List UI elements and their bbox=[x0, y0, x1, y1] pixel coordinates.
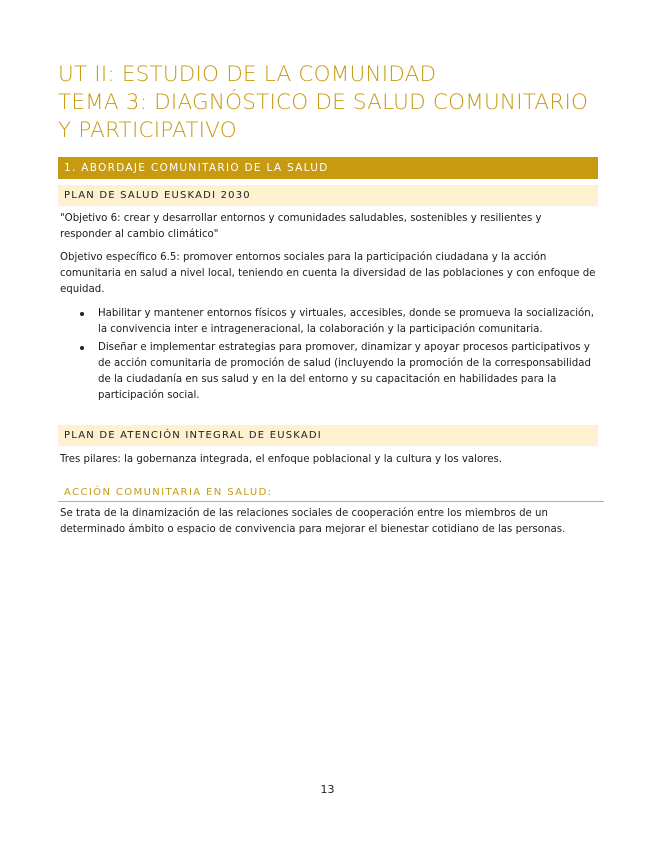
title-line-3: Y PARTICIPATIVO bbox=[58, 118, 237, 143]
accion-text: Se trata de la dinamización de las relaciones sociales de cooperación entre los miembros de un determinado ámbito o espacio de convivencia para mejorar el bienestar cotidiano de las personas. bbox=[60, 508, 566, 535]
bullet-icon bbox=[80, 346, 84, 350]
bullet-text: Habilitar y mantener entornos físicos y virtuales, accesibles, donde se promueva la socialización, la convivencia inter e intrageneracional, la colaboración y la participación comunitaria. bbox=[98, 308, 594, 335]
bullet-text: Diseñar e implementar estrategias para promover, dinamizar y apoyar procesos participativos y de acción comunitaria de promoción de salud (incluyendo la promoción de la corresponsabilidad de la ciudadanía en sus salud y en la del entorno y su capacitación en habilidades para la participación social. bbox=[98, 342, 591, 401]
plan-atencion-text: Tres pilares: la gobernanza integrada, el enfoque poblacional y la cultura y los valores. bbox=[60, 454, 503, 465]
plan-euskadi-heading: PLAN DE SALUD EUSKADI 2030 bbox=[58, 185, 598, 206]
section-heading: 1. ABORDAJE COMUNITARIO DE LA SALUD bbox=[58, 157, 598, 179]
objective-quote: "Objetivo 6: crear y desarrollar entornos y comunidades saludables, sostenibles y resilientes y responder al cambio climático" bbox=[60, 213, 542, 240]
bullet-list bbox=[60, 306, 596, 406]
plan-atencion-heading: PLAN DE ATENCIÓN INTEGRAL DE EUSKADI bbox=[58, 425, 598, 446]
title-line-2: TEMA 3: DIAGNÓSTICO DE SALUD COMUNITARIO bbox=[58, 90, 589, 115]
title-line-1: UT II: ESTUDIO DE LA COMUNIDAD bbox=[58, 62, 437, 87]
accion-heading: ACCIÓN COMUNITARIA EN SALUD: bbox=[58, 484, 604, 502]
bullet-icon bbox=[80, 312, 84, 316]
objective-specific: Objetivo específico 6.5: promover entornos sociales para la participación ciudadana y la acción comunitaria en salud a nivel local, teniendo en cuenta la diversidad de las poblaciones y con enfoque de equidad. bbox=[60, 252, 596, 295]
list-item bbox=[60, 306, 596, 338]
document-title bbox=[58, 61, 588, 145]
list-item bbox=[60, 340, 596, 404]
page-number: 13 bbox=[320, 783, 335, 796]
